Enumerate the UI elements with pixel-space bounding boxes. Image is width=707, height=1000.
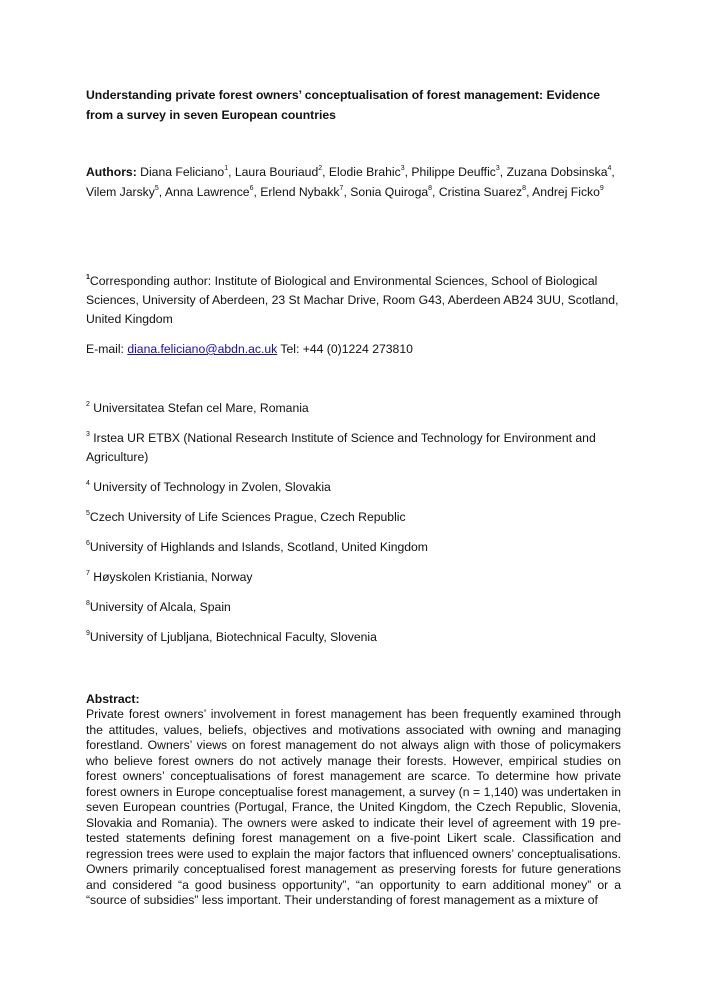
telephone: Tel: +44 (0)1224 273810 [277,342,413,356]
affiliation-text: University of Alcala, Spain [89,600,231,614]
corresponding-mark: 1 [86,273,90,281]
author-name: Elodie Brahic [328,165,401,179]
affiliation-6 [86,538,621,557]
corresponding-text: Corresponding author: Institute of Biological and Environmental Sciences, School of Biological Sciences, University of Aberdeen, 23 St Machar Drive, Room G43, Aberdeen AB24 3UU, Scotland, United Kingdom [86,274,619,326]
affiliation-text: Irstea UR ETBX (National Research Institute of Science and Technology for Environment and Agriculture) [86,431,596,464]
author-list: Authors: Diana Feliciano$^1$, Laura Bouriaud$^2$, Elodie Brahic$^3$, Philippe Deuffic$^3$, Zuzana Dobsinska$^4$, Vilem Jarsky$^5$, Anna Lawrence$^6$, Erlend Nybakk$^7$, Sonia Quiroga$^8$, Cristina Suarez$^8$, Andrej Ficko$^9$ [86,164,615,199]
author-affiliation-mark: 1 [224,164,229,172]
affiliation-text: Høyskolen Kristiania, Norway [89,570,253,584]
author-affiliation-mark: 8 [522,184,527,192]
author-name: Zuzana Dobsinska [506,165,608,179]
affiliation-8 [86,598,621,617]
author-name: Anna Lawrence [164,185,250,199]
author-name: Erlend Nybakk [260,185,340,199]
author-affiliation-mark: 9 [599,184,604,192]
affiliation-5 [86,508,621,527]
affiliation-3 [86,429,621,467]
author-name: Vilem Jarsky [86,185,155,199]
author-affiliation-mark: 7 [339,184,344,192]
author-name: Philippe Deuffic [411,165,496,179]
affiliation-mark: 4 [86,479,90,487]
author-affiliation-mark: 6 [249,184,254,192]
affiliation-mark: 9 [86,629,90,637]
author-affiliation-mark: 8 [428,184,433,192]
affiliation-text: University of Technology in Zvolen, Slovakia [89,480,331,494]
author-affiliation-mark: 3 [495,164,500,172]
author-affiliation-mark: 3 [400,164,405,172]
email-label: E-mail: [86,342,128,356]
contact-line [86,339,621,359]
abstract-heading: Abstract: [86,692,140,706]
author-name: Cristina Suarez [438,185,523,199]
author-name: Laura Bouriaud [234,165,319,179]
affiliation-mark: 8 [86,599,90,607]
author-name: Sonia Quiroga [350,185,429,199]
affiliation-4 [86,478,621,497]
affiliation-mark: 5 [86,509,90,517]
affiliation-text: Czech University of Life Sciences Prague, Czech Republic [89,510,406,524]
affiliation-text: University of Highlands and Islands, Scotland, United Kingdom [89,540,428,554]
authors-label: Authors: [86,165,137,179]
affiliation-mark: 3 [86,430,90,438]
author-affiliation-mark: 4 [607,164,612,172]
affiliation-7 [86,568,621,587]
affiliation-2 [86,399,621,418]
abstract-body: Private forest owners’ involvement in forest management has been frequently examined through the attitudes, values, beliefs, objectives and motivations associated with owning and managing forestland. Owners’ views on forest management do not always align with those of policymakers who believe forest owners do not actively manage their forests. However, empirical studies on forest owners’ conceptualisations of forest management are scarce. To determine how private forest owners in Europe conceptualise forest management, a survey (n = 1,140) was undertaken in seven European countries (Portugal, France, the United Kingdom, the Czech Republic, Slovenia, Slovakia and Romania). The owners were asked to indicate their level of agreement with 19 pre-tested statements defining forest management on a five-point Likert scale. Classification and regression trees were used to explain the major factors that influenced owners’ conceptualisations. Owners primarily conceptualised forest management as preserving forests for future generations and considered “a good business opportunity”, “an opportunity to earn additional money” or a “source of subsidies” less important. Their understanding of forest management as a mixture of [86,707,621,907]
affiliation-mark: 7 [86,569,90,577]
affiliation-9 [86,628,621,647]
affiliation-mark: 6 [86,539,90,547]
paper-title: Understanding private forest owners’ conceptualisation of forest management: Evidence from a survey in seven European countries [86,88,601,122]
affiliation-text: University of Ljubljana, Biotechnical Faculty, Slovenia [89,630,377,644]
corresponding-author [86,272,621,329]
email-link[interactable]: diana.feliciano@abdn.ac.uk [127,342,278,356]
affiliation-text: Universitatea Stefan cel Mare, Romania [89,401,309,415]
author-affiliation-mark: 2 [318,164,323,172]
author-name: Diana Feliciano [140,165,225,179]
author-affiliation-mark: 5 [154,184,159,192]
affiliation-mark: 2 [86,400,90,408]
author-name: Andrej Ficko [532,185,600,199]
